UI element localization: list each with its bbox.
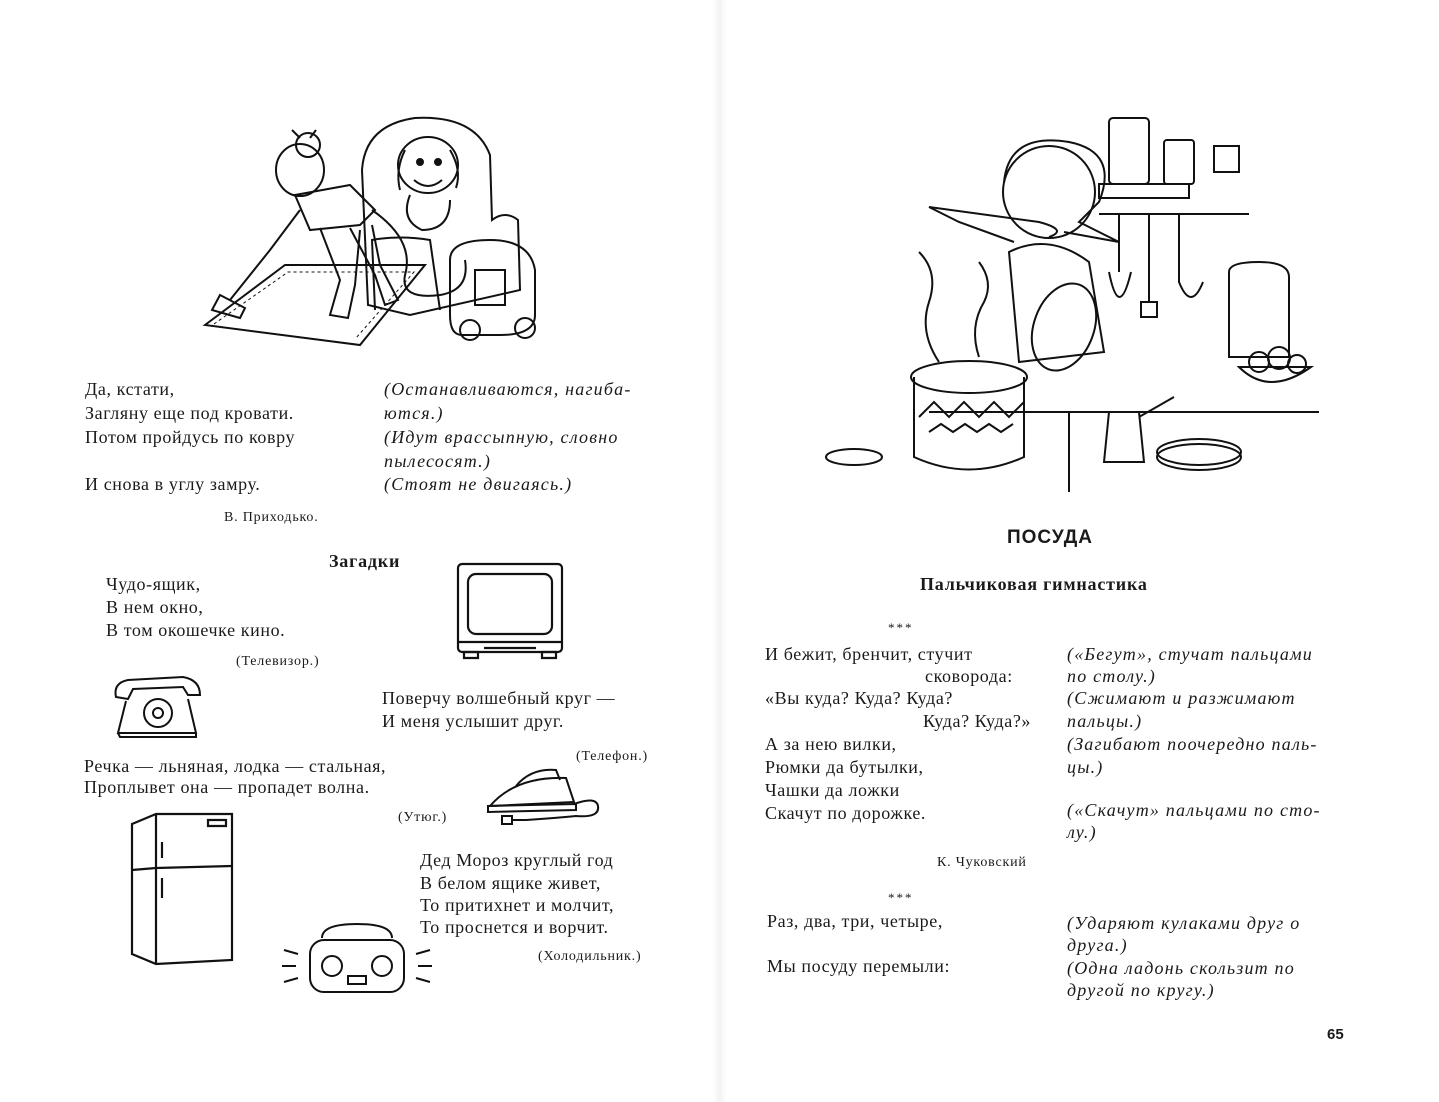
poem-line: И снова в углу замру. <box>85 474 261 494</box>
gym-line: Рюмки да бутылки, <box>765 757 924 777</box>
gym-author: К. Чуковский <box>937 855 1027 870</box>
kitchen-girl-illustration <box>819 112 1319 492</box>
gym-note: (Одна ладонь скользит по <box>1067 958 1295 978</box>
riddle-line: Поверчу волшебный круг — <box>382 688 616 708</box>
riddle-line: Проплывет она — пропадет волна. <box>84 777 370 797</box>
gym-note: («Бегут», стучат пальцами <box>1067 644 1313 664</box>
tv-icon <box>456 562 566 662</box>
gym-note: («Скачут» пальцами по сто- <box>1067 800 1321 820</box>
poem-note: пылесосят.) <box>384 451 492 471</box>
riddle-line: Дед Мороз круглый год <box>420 850 614 870</box>
riddle-line: То притихнет и молчит, <box>420 895 615 915</box>
riddles-heading: Загадки <box>329 551 401 571</box>
gym-note: (Ударяют кулаками друг о <box>1067 913 1301 933</box>
poem-author: В. Приходько. <box>224 510 319 525</box>
riddle-answer: (Утюг.) <box>398 810 448 825</box>
gym-line: Скачут по дорожке. <box>765 803 927 823</box>
vacuum-girl-illustration <box>200 100 560 350</box>
section-subtitle: Пальчиковая гимнастика <box>920 574 1148 594</box>
right-page <box>727 0 1439 1102</box>
gym-line: «Вы куда? Куда? Куда? <box>765 688 954 708</box>
riddle-line: И меня услышит друг. <box>382 711 564 731</box>
gym-note: пальцы.) <box>1067 711 1143 731</box>
gym-line: сковорода: <box>925 666 1013 686</box>
riddle-answer: (Телефон.) <box>576 749 648 764</box>
left-page <box>0 0 712 1102</box>
telephone-icon <box>108 665 208 740</box>
poem-line: Да, кстати, <box>85 379 175 399</box>
riddle-answer: (Холодильник.) <box>538 949 642 964</box>
gym-line: А за нею вилки, <box>765 734 897 754</box>
riddle-line: Речка — льняная, лодка — стальная, <box>84 756 387 776</box>
gym-note: цы.) <box>1067 757 1104 777</box>
page-gutter <box>712 0 727 1102</box>
gym-note: по столу.) <box>1067 666 1157 686</box>
radio-icon <box>282 920 432 998</box>
gym-line: Чашки да ложки <box>765 780 900 800</box>
riddle-line: Чудо-ящик, <box>106 574 201 594</box>
iron-icon <box>486 766 606 828</box>
gym-note: лу.) <box>1067 822 1097 842</box>
riddle-line: В белом ящике живет, <box>420 873 601 893</box>
gym-note: (Загибают поочередно паль- <box>1067 734 1318 754</box>
gym-line: Раз, два, три, четыре, <box>767 911 943 931</box>
riddle-line: В нем окно, <box>106 597 204 617</box>
poem-line: Потом пройдусь по ковру <box>85 427 296 447</box>
riddle-answer: (Телевизор.) <box>236 654 320 669</box>
stars-divider: *** <box>888 890 914 905</box>
poem-note: (Останавливаются, нагиба- <box>384 379 632 399</box>
gym-line: Куда? Куда?» <box>923 711 1032 731</box>
stars-divider: *** <box>888 620 914 635</box>
page-number: 65 <box>1327 1026 1344 1043</box>
refrigerator-icon <box>126 812 236 968</box>
poem-line: Загляну еще под кровати. <box>85 403 294 423</box>
gym-note: другой по кругу.) <box>1067 980 1215 1000</box>
gym-note: (Сжимают и разжимают <box>1067 688 1296 708</box>
gym-note: друга.) <box>1067 935 1128 955</box>
poem-note: (Идут врассыпную, словно <box>384 427 619 447</box>
gym-line: И бежит, бренчит, стучит <box>765 644 973 664</box>
poem-note: (Стоят не двигаясь.) <box>384 474 573 494</box>
section-title: ПОСУДА <box>1007 527 1094 548</box>
gym-line: Мы посуду перемыли: <box>767 956 951 976</box>
riddle-line: То проснется и ворчит. <box>420 917 609 937</box>
riddle-line: В том окошечке кино. <box>106 620 286 640</box>
poem-note: ются.) <box>384 403 444 423</box>
